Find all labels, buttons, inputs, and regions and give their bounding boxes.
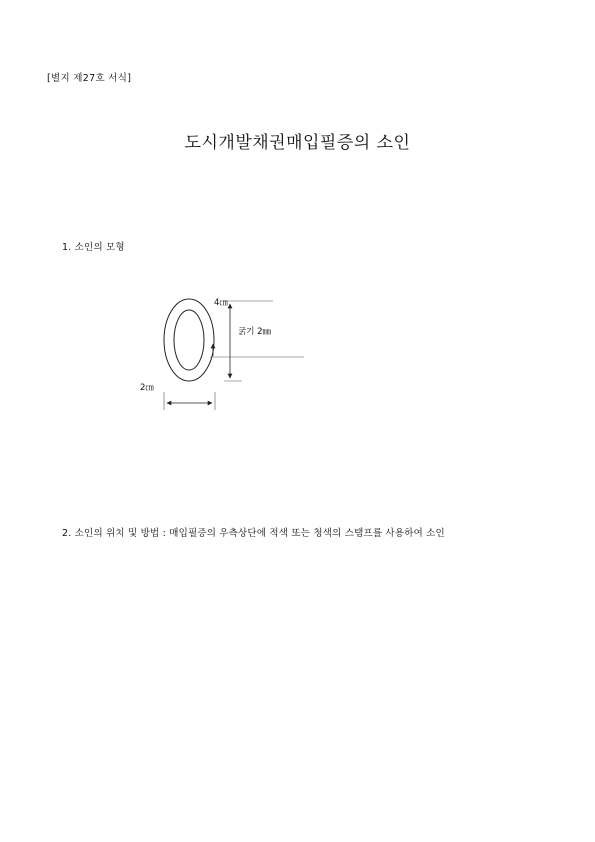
form-number-label: [별지 제27호 서식] (47, 73, 132, 84)
section-2-text: 2. 소인의 위치 및 방법 : 매입필증의 우측상단에 적색 또는 청색의 스탬프를 사용하여 소인 (62, 528, 445, 539)
document-title: 도시개발채권매입필증의 소인 (184, 133, 411, 153)
stamp-outer-ring (164, 299, 214, 381)
stamp-diagram-svg (130, 290, 320, 420)
stamp-inner-ring (174, 310, 204, 370)
stamp-shape-diagram (130, 290, 320, 420)
width-label: 2㎝ (140, 383, 154, 393)
section-1-heading: 1. 소인의 모형 (62, 242, 125, 253)
height-label: 4㎝ (214, 298, 228, 308)
thickness-label: 굵기 2㎜ (238, 327, 272, 337)
